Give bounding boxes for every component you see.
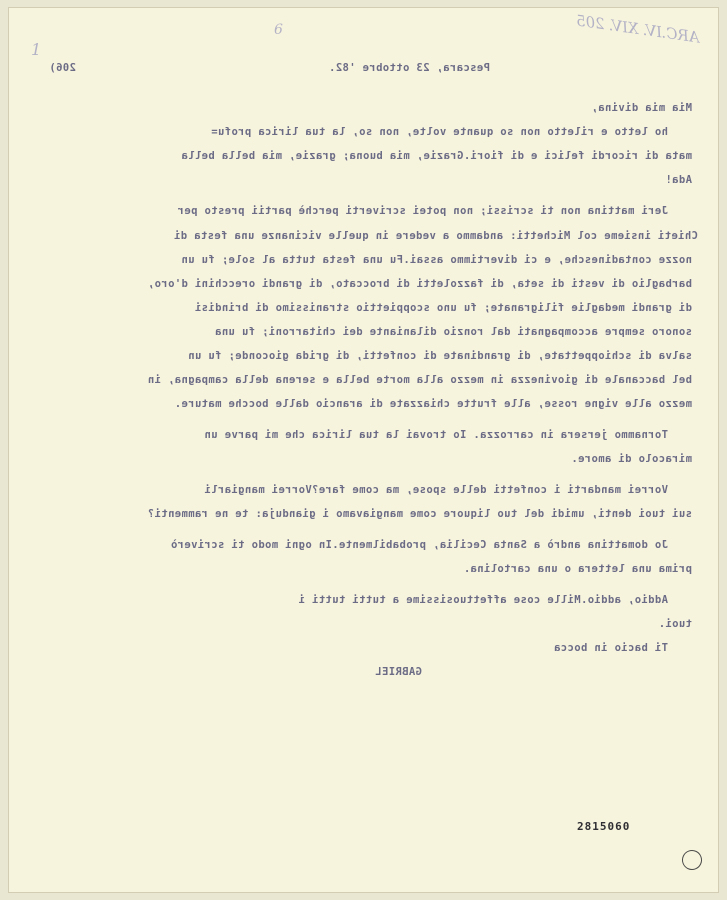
archive-stamp-number: 2815060 [577,820,631,833]
salutation: Mia mia divina, [591,102,692,114]
text-line: tuoi. [658,618,692,630]
text-line: prima una lettera o una cartolina. [463,563,692,575]
text-line: Ti bacio in bocca [553,642,668,654]
text-line: barbaglio di vesti di seta, di fazzoletti di broccato, di grandi orecchini d'oro, [147,278,692,290]
text-line: ho letto e riletto non so quante volte, non so, la tua lirica profu= [210,126,668,138]
text-line: nozze contadinesche, e ci divertimmo assai.Fu una festa tutta al sole; fu un [181,254,692,266]
text-line: di grandi medaglie filigranate; fu uno scoppiettio stranissimo di brindisi [194,302,692,314]
corner-number: 1 [31,40,42,59]
text-line: mezzo alle vigne rosse, alle frutte chiazzate di arancio dalle bocche mature. [174,398,692,410]
document-page [8,7,719,893]
text-line: Ada! [665,174,692,186]
text-line: Jo domattina andrò a Santa Cecilia, probabilmente.In ogni modo ti scriverò [170,539,668,551]
text-line: Addio, addio.Mille cose affettuosissime a tutti tutti i [298,594,668,606]
text-line: bel baccanale di giovinezza in mezzo alla morte bella e serena della campagna, in [147,374,692,386]
mirrored-typescript [9,8,720,894]
text-line: sonoro sempre accompagnati dal ronzio dilaniante dei chitarroni; fu una [214,326,692,338]
letter-number: 206) [49,62,76,74]
signature: GABRIEL [374,666,422,678]
text-line: Chieti insieme col Michetti: andammo a vedere in quelle vicinanze una festa di [173,230,698,242]
text-line: salva di schioppettate, di grandinate di confetti, di grida gioconde; fu un [187,350,692,362]
text-line: Vorrei mandarti i confetti delle spose, ma come fare?Vorrei mangiarli [204,484,668,496]
text-line: Tornammo jersera in carrozza. Io trovai la tua lirica che mi parve un [204,429,668,441]
archive-mark: ARC.IV. XIV. 205 [574,11,701,47]
text-line: sui tuoi denti, umidi del tuo liquore come mangiavamo i gianduja: te ne rammenti? [147,508,692,520]
page-mark: 6 [274,22,283,38]
text-line: miracolo di amore. [571,453,692,465]
place-date: Pescara, 23 ottobre '82. [328,62,490,74]
text-line: Jeri mattina non ti scrissi; non potei scriverti perchè partii presto per [177,205,668,217]
text-line: mata di ricordi felici e di fiori.Grazie, mia buona; grazie, mia bella bella [181,150,692,162]
